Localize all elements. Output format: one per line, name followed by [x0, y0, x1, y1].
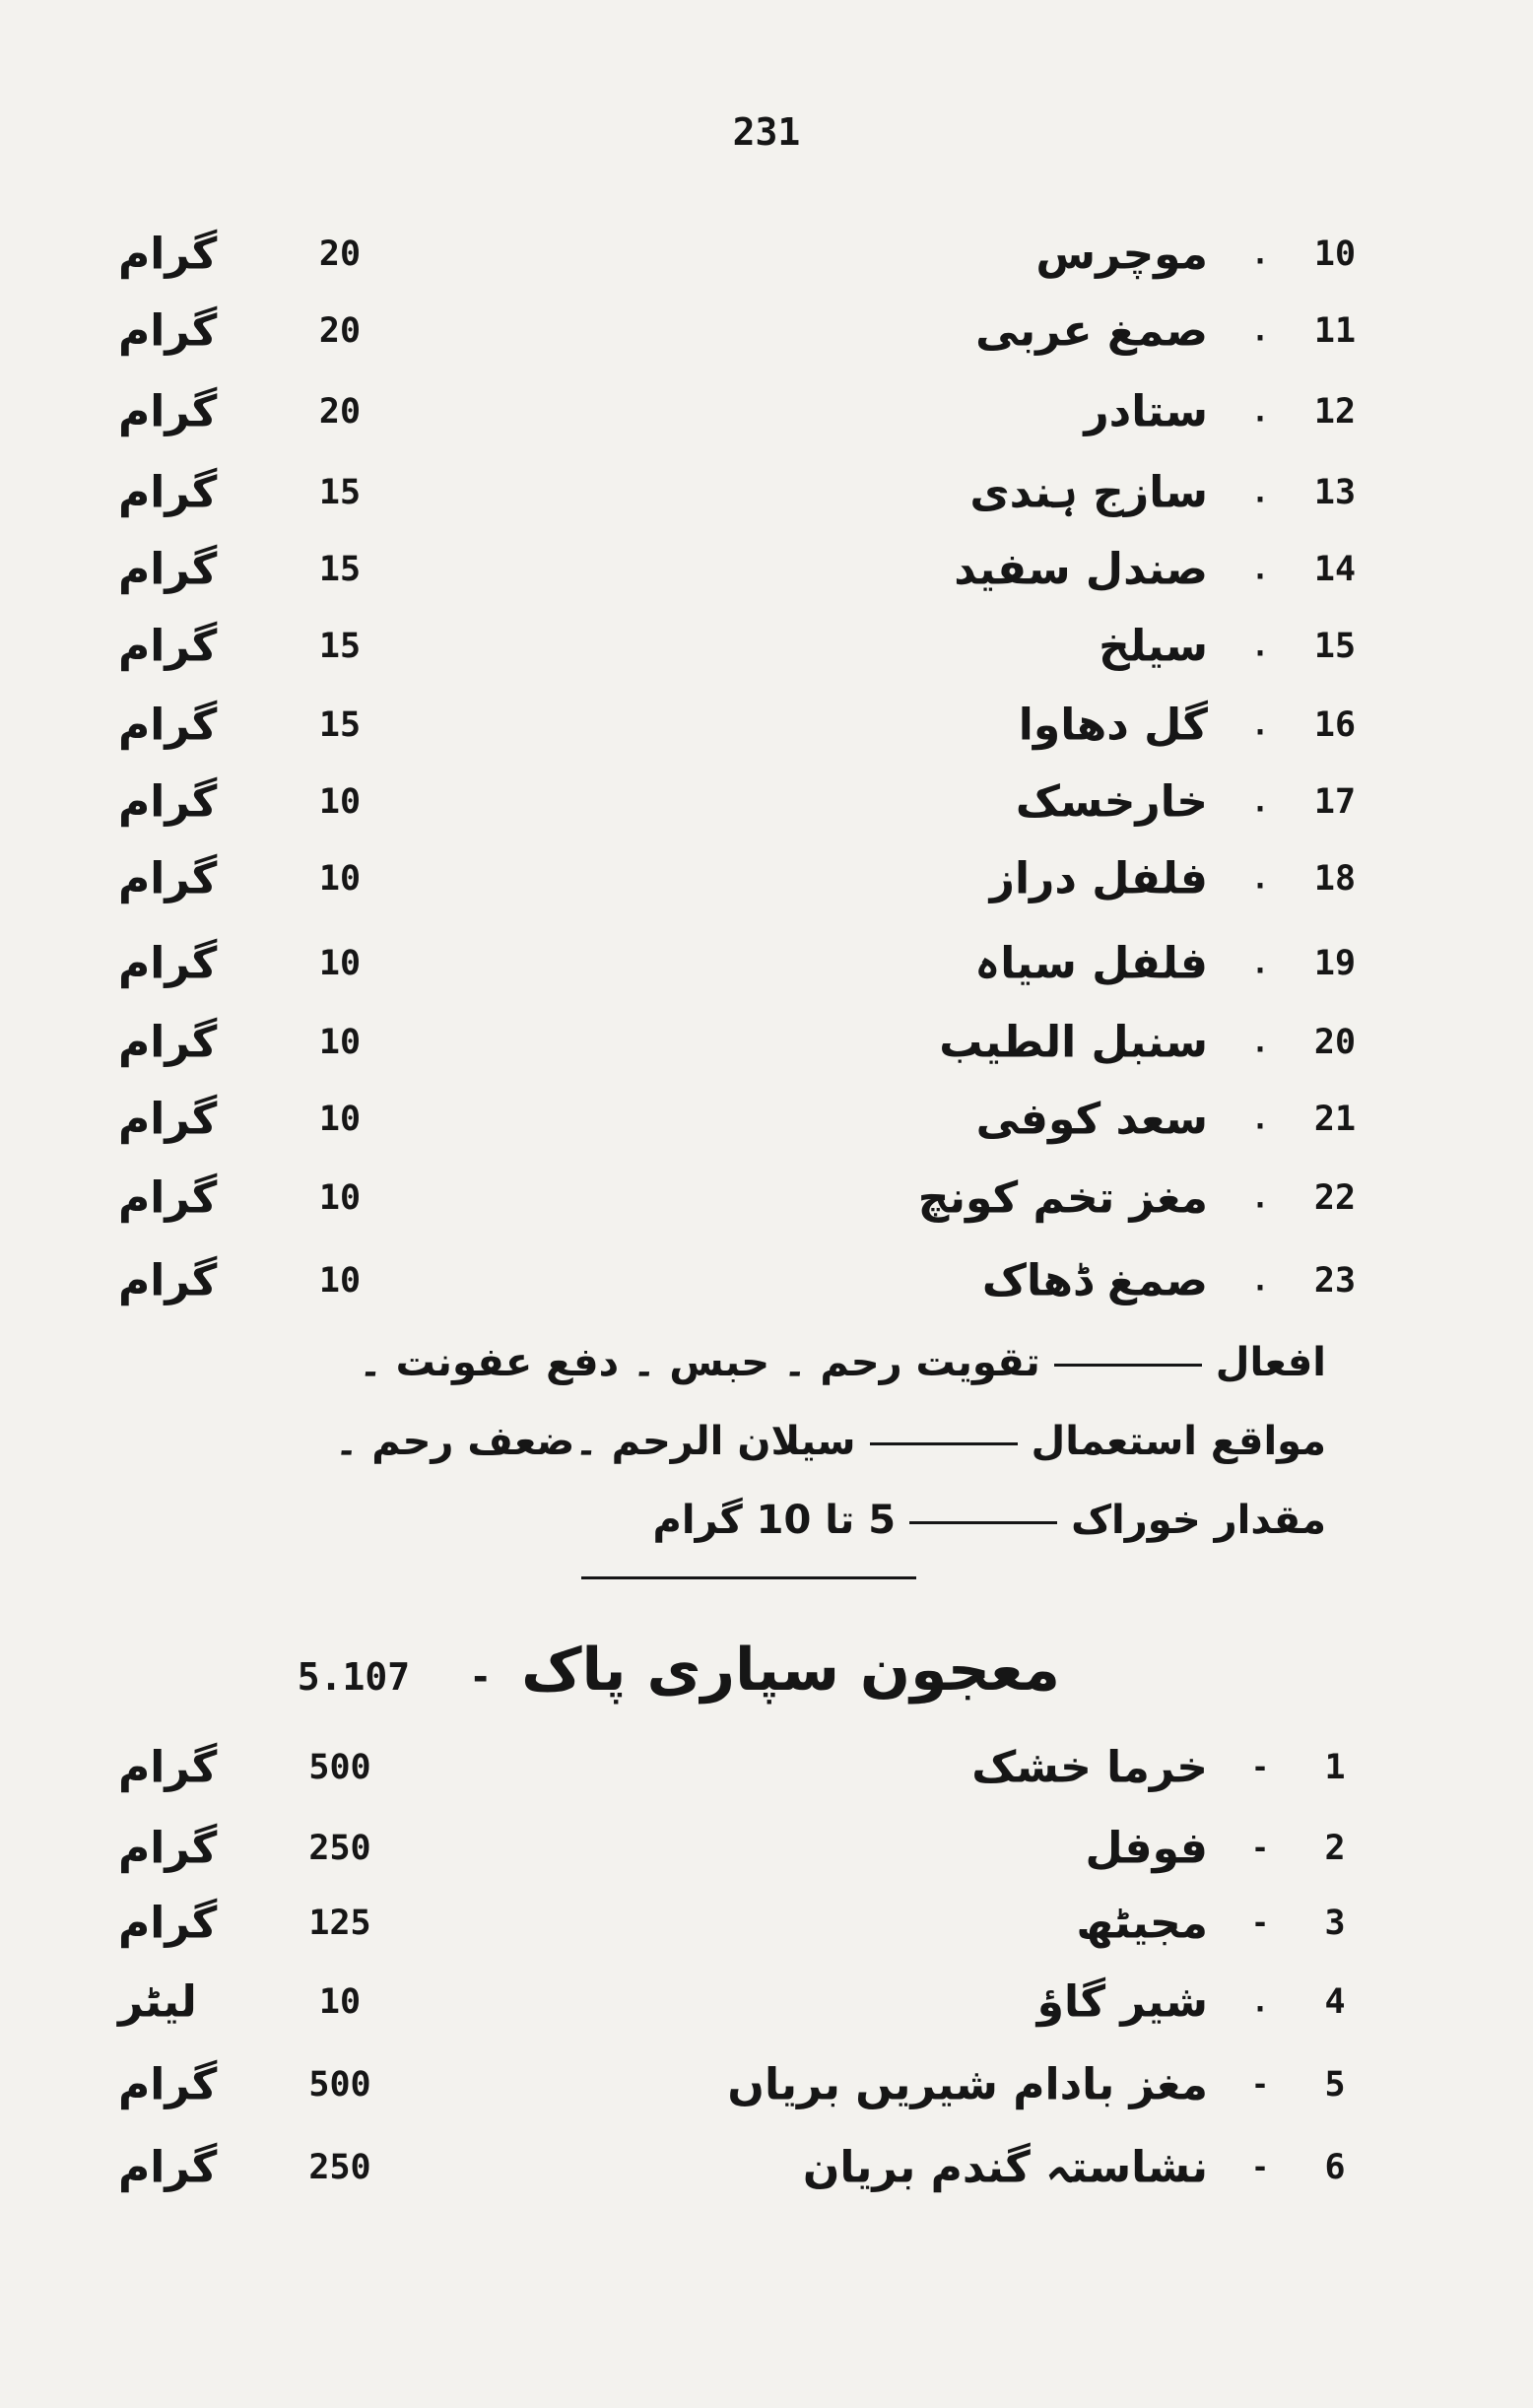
section-heading	[268, 1636, 1060, 1705]
item-dot: .	[1251, 1180, 1270, 1216]
unit: گرام	[118, 776, 218, 828]
ingredient-row	[0, 1738, 1533, 1797]
quantity: 250	[308, 2148, 371, 2187]
ingredient-name: گل دھاوا	[1018, 700, 1208, 751]
ingredient-name: صمغ عربی	[975, 305, 1208, 357]
item-dot: .	[1251, 1102, 1270, 1137]
ingredient-row	[0, 849, 1533, 908]
quantity: 10	[318, 944, 362, 983]
unit: گرام	[118, 1017, 218, 1068]
item-dot: -	[1251, 1831, 1270, 1866]
page-number: 231	[732, 110, 801, 154]
item-number: 5	[1324, 2065, 1346, 2105]
item-number: 10	[1313, 234, 1357, 274]
unit: گرام	[118, 1172, 218, 1224]
ingredient-row	[0, 463, 1533, 522]
quantity: 125	[308, 1904, 371, 1943]
item-number: 6	[1324, 2148, 1346, 2187]
quantity: 10	[318, 1261, 362, 1301]
quantity: 500	[308, 2065, 371, 2105]
ingredient-name: فوفل	[1085, 1823, 1208, 1874]
section-divider	[581, 1576, 916, 1579]
item-dot: -	[1251, 2067, 1270, 2103]
item-dot: .	[1251, 475, 1270, 510]
quantity: 250	[308, 1829, 371, 1868]
ingredient-row	[0, 934, 1533, 993]
section-title: معجون سپاری پاک	[521, 1636, 1060, 1705]
info-dash	[1054, 1364, 1202, 1367]
ingredient-name: ستادر	[1084, 386, 1208, 437]
quantity: 10	[318, 1178, 362, 1218]
item-dot: .	[1251, 946, 1270, 981]
ingredient-row	[0, 225, 1533, 284]
item-number: 3	[1324, 1904, 1346, 1943]
ingredient-name: مغز تخم کونچ	[917, 1172, 1208, 1224]
info-value: تقویت رحم ۔ حبس ۔ دفع عفونت ۔	[359, 1340, 1040, 1385]
ingredient-name: صندل سفید	[954, 544, 1208, 595]
item-dot: .	[1251, 552, 1270, 587]
item-dot: .	[1251, 784, 1270, 820]
quantity: 10	[318, 782, 362, 822]
ingredient-row	[0, 1973, 1533, 2032]
unit: گرام	[118, 229, 218, 280]
info-label: مقدار خوراک	[1071, 1498, 1326, 1543]
ingredient-row	[0, 2055, 1533, 2114]
unit: گرام	[118, 700, 218, 751]
ingredient-row	[0, 540, 1533, 599]
unit: گرام	[118, 1094, 218, 1145]
item-number: 2	[1324, 1829, 1346, 1868]
section-separator: -	[469, 1655, 493, 1699]
quantity: 10	[318, 1023, 362, 1062]
ingredient-name: سعد کوفی	[975, 1094, 1208, 1145]
ingredient-name: شیر گاؤ	[1036, 1976, 1208, 2028]
quantity: 15	[318, 473, 362, 512]
ingredient-name: فلفل دراز	[989, 853, 1208, 904]
unit: گرام	[118, 544, 218, 595]
unit: گرام	[118, 1255, 218, 1306]
item-number: 20	[1313, 1023, 1357, 1062]
quantity: 20	[318, 311, 362, 351]
item-number: 1	[1324, 1748, 1346, 1787]
ingredient-row	[0, 2138, 1533, 2197]
item-dot: .	[1251, 861, 1270, 897]
item-number: 23	[1313, 1261, 1357, 1301]
item-number: 17	[1313, 782, 1357, 822]
item-dot: .	[1251, 1263, 1270, 1299]
item-number: 18	[1313, 859, 1357, 899]
ingredient-name: موچرس	[1035, 229, 1208, 280]
item-dot: -	[1251, 1750, 1270, 1785]
item-number: 16	[1313, 705, 1357, 745]
quantity: 15	[318, 550, 362, 589]
unit: گرام	[118, 1742, 218, 1793]
info-dash	[909, 1521, 1057, 1524]
unit: گرام	[118, 1898, 218, 1949]
ingredient-row	[0, 1251, 1533, 1310]
unit: گرام	[118, 853, 218, 904]
ingredient-name: مغز بادام شیریں بریاں	[727, 2059, 1208, 2110]
info-value: سیلان الرحم ۔ضعف رحم ۔	[334, 1419, 856, 1464]
unit: گرام	[118, 305, 218, 357]
item-number: 22	[1313, 1178, 1357, 1218]
ingredient-row	[0, 1090, 1533, 1149]
info-actions	[359, 1340, 1326, 1385]
unit: گرام	[118, 2059, 218, 2110]
ingredient-name: خارخسک	[1015, 776, 1208, 828]
item-number: 11	[1313, 311, 1357, 351]
info-value: 5 تا 10 گرام	[652, 1498, 897, 1543]
ingredient-row	[0, 1819, 1533, 1878]
ingredient-row	[0, 1169, 1533, 1228]
item-dot: .	[1251, 236, 1270, 272]
unit: لیٹر	[118, 1976, 197, 2028]
unit: گرام	[118, 2142, 218, 2193]
unit: گرام	[118, 386, 218, 437]
unit: گرام	[118, 467, 218, 518]
ingredient-row	[0, 772, 1533, 832]
info-label: مواقع استعمال	[1031, 1419, 1326, 1464]
item-dot: -	[1251, 1906, 1270, 1941]
item-dot: .	[1251, 629, 1270, 664]
ingredient-name: صمغ ڈھاک	[981, 1255, 1208, 1306]
item-number: 12	[1313, 392, 1357, 432]
ingredient-name: سازج ہندی	[969, 467, 1208, 518]
info-dose	[653, 1498, 1326, 1543]
info-dash	[870, 1442, 1018, 1445]
ingredient-name: خرما خشک	[971, 1742, 1208, 1793]
ingredient-name: فلفل سیاہ	[974, 938, 1208, 989]
item-number: 4	[1324, 1982, 1346, 2022]
item-number: 21	[1313, 1100, 1357, 1139]
quantity: 10	[318, 1982, 362, 2022]
ingredient-name: سنبل الطیب	[939, 1017, 1208, 1068]
quantity: 20	[318, 392, 362, 432]
ingredient-row	[0, 1894, 1533, 1953]
item-number: 19	[1313, 944, 1357, 983]
quantity: 15	[318, 627, 362, 666]
unit: گرام	[118, 1823, 218, 1874]
item-number: 14	[1313, 550, 1357, 589]
quantity: 15	[318, 705, 362, 745]
info-usage	[335, 1419, 1326, 1464]
item-dot: .	[1251, 1025, 1270, 1060]
quantity: 10	[318, 859, 362, 899]
ingredient-name: نشاستہ گندم بریان	[802, 2142, 1208, 2193]
ingredient-row	[0, 1013, 1533, 1072]
item-number: 13	[1313, 473, 1357, 512]
ingredient-row	[0, 617, 1533, 676]
item-dot: .	[1251, 1984, 1270, 2020]
ingredient-row	[0, 301, 1533, 361]
ingredient-row	[0, 382, 1533, 441]
item-dot: .	[1251, 707, 1270, 743]
quantity: 10	[318, 1100, 362, 1139]
ingredient-name: مجیٹھ	[1076, 1898, 1208, 1949]
quantity: 500	[308, 1748, 371, 1787]
item-dot: -	[1251, 2150, 1270, 2185]
item-number: 15	[1313, 627, 1357, 666]
unit: گرام	[118, 938, 218, 989]
unit: گرام	[118, 621, 218, 672]
section-number: 5.107	[297, 1655, 411, 1699]
ingredient-name: سیلخ	[1099, 621, 1208, 672]
item-dot: .	[1251, 394, 1270, 430]
info-label: افعال	[1215, 1340, 1326, 1385]
ingredient-row	[0, 696, 1533, 755]
item-dot: .	[1251, 313, 1270, 349]
quantity: 20	[318, 234, 362, 274]
